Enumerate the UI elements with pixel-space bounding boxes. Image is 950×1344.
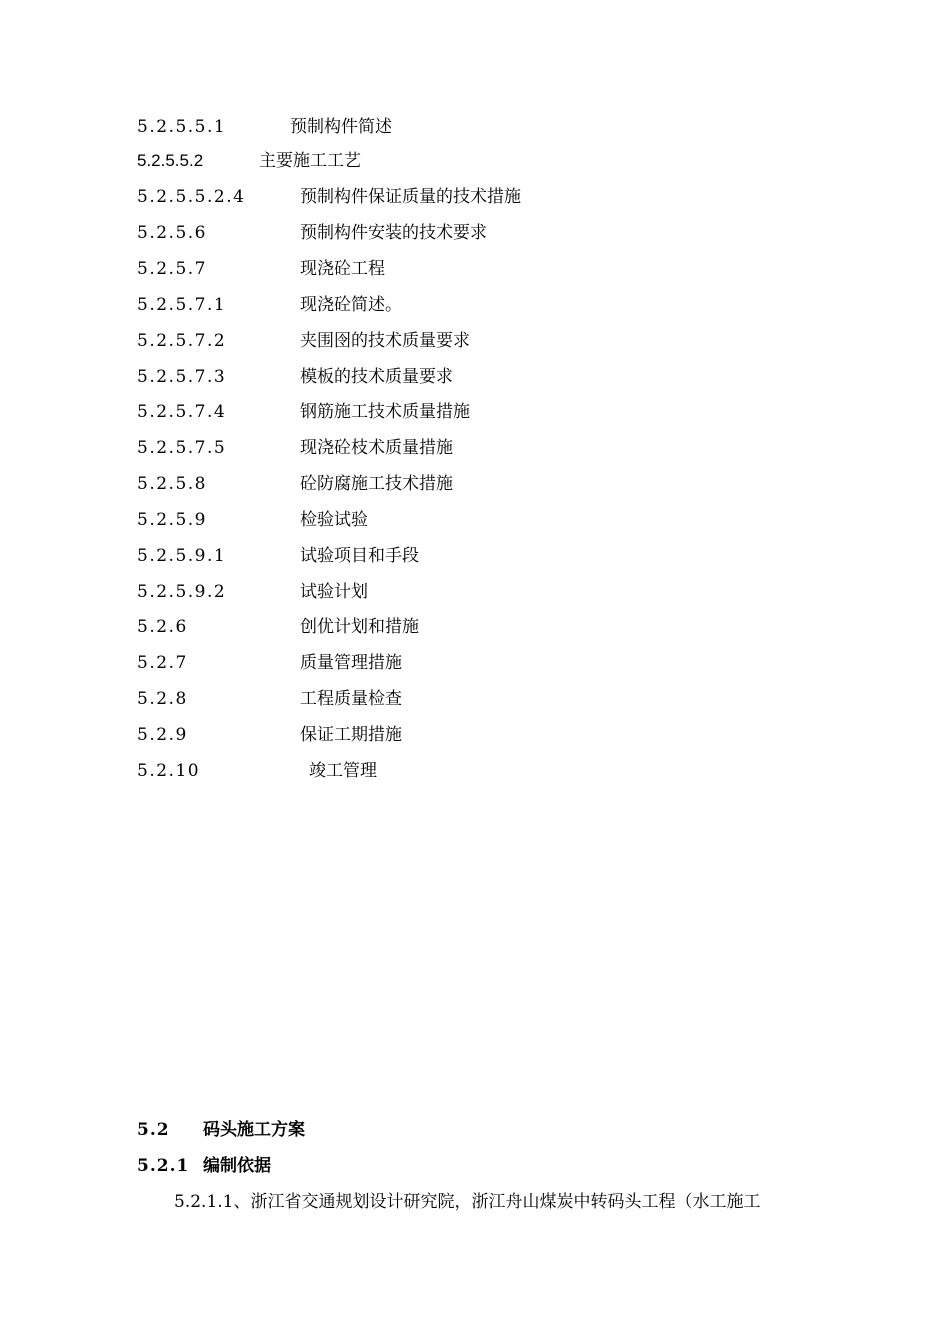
toc-entry-number: 5.2.9 [137,725,188,745]
toc-entry-title: 试验项目和手段 [300,546,419,566]
toc-entry [0,149,950,173]
toc-entry-number: 5.2.5.7.1 [137,295,227,315]
toc-entry-number: 5.2.5.5.2 [137,151,204,170]
section-heading [0,1117,950,1143]
toc-entry-number: 5.2.5.5.2.4 [137,187,246,207]
body-paragraph: 5.2.1.1、浙江省交通规划设计研究院，浙江舟山煤炭中转码头工程（水工施工 [174,1192,761,1212]
toc-entry-title: 现浇砼工程 [300,259,385,279]
toc-entry-number: 5.2.10 [137,761,201,781]
toc-entry [0,436,950,460]
toc-entry-number: 5.2.6 [137,617,188,637]
toc-entry [0,580,950,604]
toc-entry [0,185,950,209]
toc-entry [0,221,950,245]
toc-entry [0,759,950,783]
toc-entry [0,544,950,568]
toc-entry [0,257,950,281]
toc-entry-number: 5.2.5.7 [137,259,207,279]
toc-entry-number: 5.2.5.9 [137,510,207,530]
toc-entry-title: 夹围囹的技术质量要求 [300,331,470,351]
toc-entry [0,472,950,496]
toc-entry-title: 主要施工工艺 [259,151,361,171]
toc-entry-number: 5.2.5.9.2 [137,582,227,602]
toc-entry-number: 5.2.5.6 [137,223,207,243]
section-title: 码头施工方案 [203,1120,305,1140]
toc-entry-title: 预制构件保证质量的技术措施 [300,187,521,207]
toc-entry [0,687,950,711]
toc-entry-number: 5.2.8 [137,689,188,709]
toc-entry-title: 钢筋施工技术质量措施 [300,402,470,422]
subsection-title: 编制依据 [203,1156,271,1176]
toc-entry-number: 5.2.5.9.1 [137,546,227,566]
toc-entry-number: 5.2.5.5.1 [137,117,227,137]
toc-entry-number: 5.2.7 [137,653,188,673]
toc-entry-number: 5.2.5.7.4 [137,402,227,422]
toc-entry-number: 5.2.5.7.3 [137,367,227,387]
toc-entry-number: 5.2.5.8 [137,474,207,494]
toc-entry-title: 试验计划 [300,582,368,602]
section-number: 5.2 [137,1120,170,1140]
toc-entry [0,400,950,424]
toc-entry-title: 现浇砼简述。 [300,295,402,315]
subsection-heading [0,1153,950,1179]
toc-entry [0,651,950,675]
toc-entry-title: 工程质量检查 [300,689,402,709]
toc-entry [0,508,950,532]
toc-entry [0,115,950,139]
toc-entry-title: 模板的技术质量要求 [300,367,453,387]
toc-entry [0,615,950,639]
toc-entry-title: 预制构件简述 [290,117,392,137]
subsection-number: 5.2.1 [137,1156,190,1176]
toc-entry-title: 保证工期措施 [300,725,402,745]
toc-entry-number: 5.2.5.7.2 [137,331,227,351]
toc-entry-title: 检验试验 [300,510,368,530]
toc-entry-title: 竣工管理 [309,761,377,781]
toc-entry-title: 砼防腐施工技术措施 [300,474,453,494]
toc-entry-number: 5.2.5.7.5 [137,438,227,458]
toc-entry [0,293,950,317]
toc-entry-title: 现浇砼枝术质量措施 [300,438,453,458]
toc-entry [0,723,950,747]
toc-entry-title: 预制构件安装的技术要求 [300,223,487,243]
toc-entry-title: 创优计划和措施 [300,617,419,637]
toc-entry [0,365,950,389]
toc-entry-title: 质量管理措施 [300,653,402,673]
toc-entry [0,329,950,353]
